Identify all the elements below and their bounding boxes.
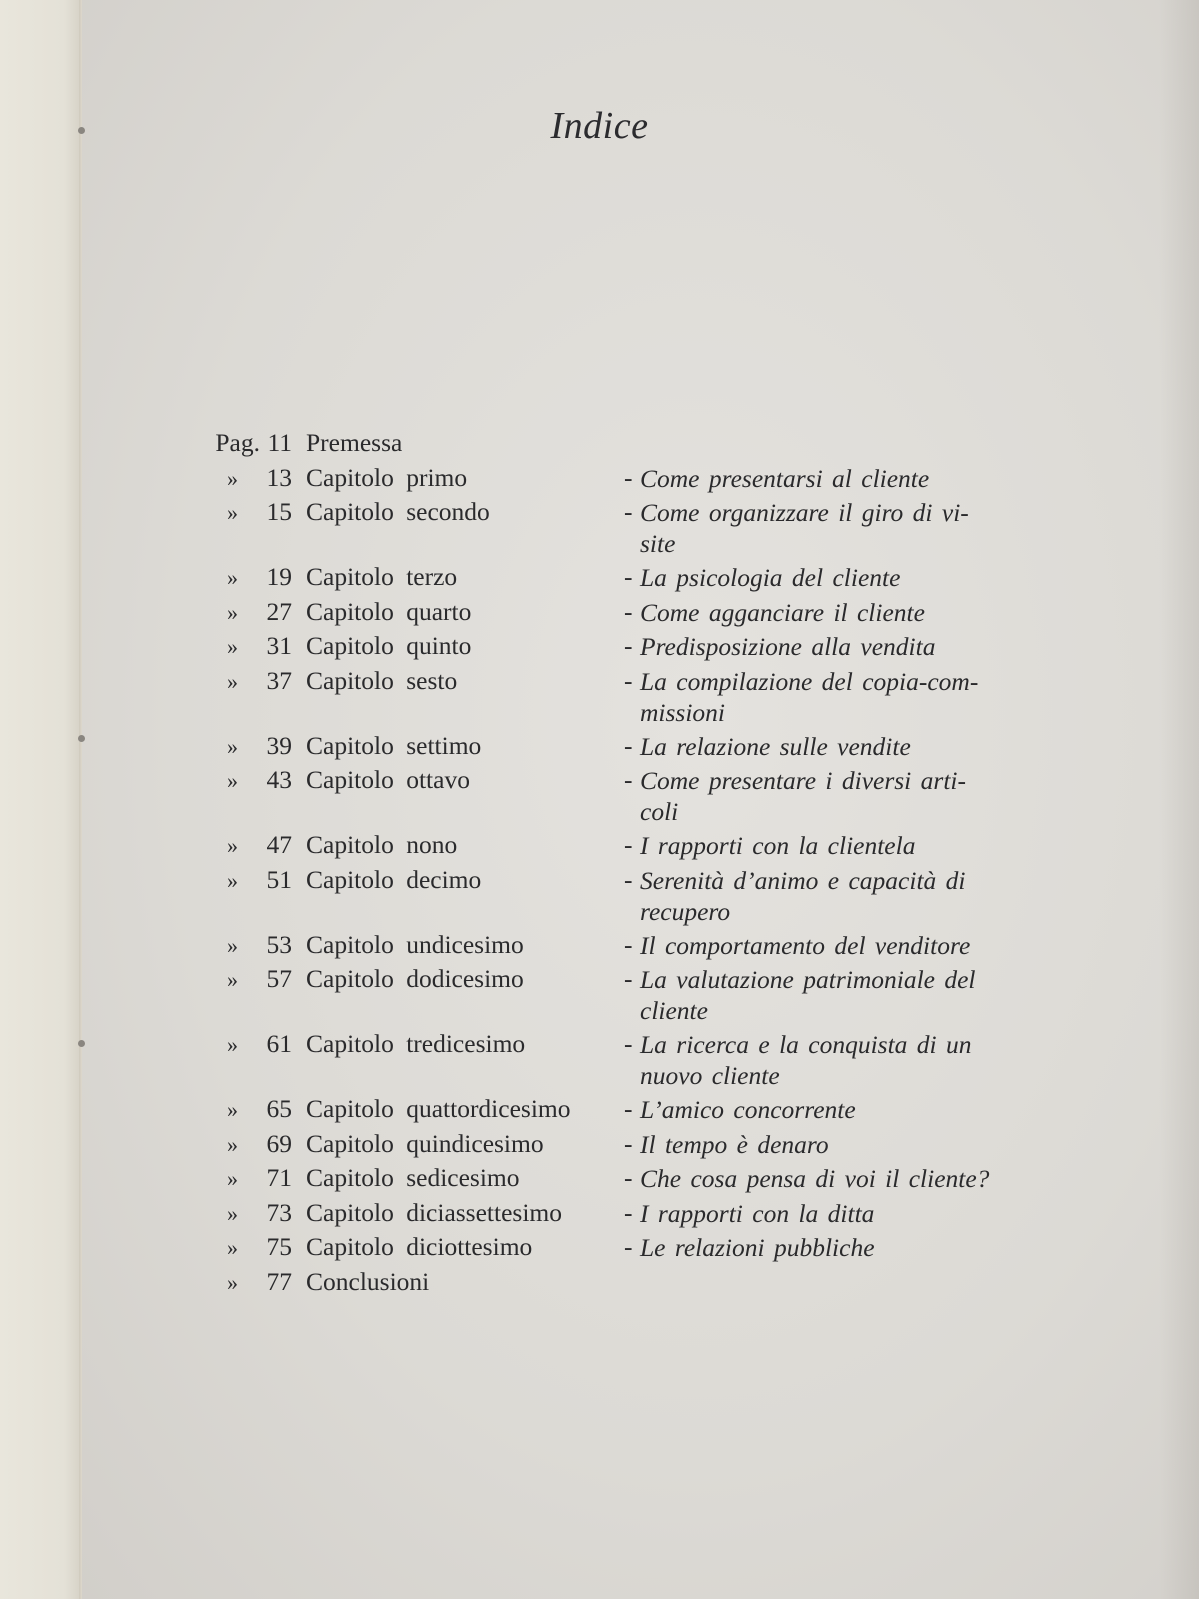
toc-entry [200, 463, 1060, 498]
chapter-label: Capitolo settimo [306, 730, 482, 760]
binding-stitch [78, 1040, 85, 1047]
separator-dash: - [624, 1094, 633, 1123]
chapter-subtitle: Il tempo è denaro [640, 1129, 829, 1159]
chapter-label: Capitolo diciassettesimo [306, 1197, 563, 1227]
chapter-subtitle: La compilazione del copia-com- missioni [640, 666, 979, 727]
page-number: 77 [266, 1266, 292, 1296]
toc-entry [200, 1094, 1060, 1129]
chapter-subtitle: Come presentare i diversi arti- coli [640, 766, 966, 826]
ditto-mark: » [227, 634, 238, 659]
page-number: 13 [266, 462, 292, 492]
ditto-mark: » [227, 1131, 238, 1157]
separator-dash: - [624, 1029, 633, 1058]
page-title: Indice [550, 105, 649, 147]
chapter-subtitle: Serenità d’animo e capacità di recupero [640, 865, 966, 926]
chapter-subtitle: Come presentarsi al cliente [640, 463, 930, 493]
page-prefix: Pag. [215, 428, 260, 457]
page-number: 11 [267, 428, 292, 457]
ditto-mark: » [227, 733, 238, 759]
separator-dash: - [624, 631, 633, 660]
separator-dash: - [624, 864, 633, 894]
page-number: 47 [266, 830, 292, 859]
page-number: 53 [266, 929, 292, 959]
toc-entry [200, 1129, 1060, 1164]
ditto-mark: » [227, 465, 238, 491]
page-number: 71 [266, 1163, 292, 1192]
ditto-mark: » [227, 500, 238, 525]
chapter-label: Capitolo ottavo [306, 765, 470, 794]
chapter-label: Capitolo undicesimo [306, 929, 524, 959]
separator-dash: - [624, 497, 633, 526]
chapter-label: Capitolo primo [306, 462, 468, 492]
toc-entry [200, 1163, 1060, 1198]
page-number: 51 [266, 864, 292, 894]
separator-dash: - [624, 665, 633, 695]
page-number: 75 [266, 1232, 292, 1261]
toc-entry [200, 731, 1060, 766]
chapter-label: Capitolo nono [306, 830, 458, 859]
page-number: 15 [266, 497, 292, 526]
toc-entry [200, 1029, 1060, 1094]
chapter-subtitle: I rapporti con la clientela [640, 831, 916, 860]
chapter-label: Capitolo quattordicesimo [306, 1094, 571, 1123]
ditto-mark: » [227, 867, 238, 893]
chapter-subtitle: Predisposizione alla vendita [640, 632, 936, 661]
chapter-label: Capitolo sesto [306, 665, 458, 695]
toc-entry [200, 428, 1060, 463]
toc-entry [200, 597, 1060, 632]
chapter-label: Premessa [306, 428, 403, 457]
toc-entry [200, 1198, 1060, 1233]
page-number: 73 [266, 1197, 292, 1227]
separator-dash: - [624, 1163, 633, 1192]
toc-entry [200, 765, 1060, 830]
chapter-label: Conclusioni [306, 1266, 430, 1296]
chapter-label: Capitolo quindicesimo [306, 1128, 544, 1158]
chapter-subtitle: Come agganciare il cliente [640, 597, 925, 627]
page-number: 37 [266, 665, 292, 695]
separator-dash: - [624, 730, 633, 760]
chapter-subtitle: I rapporti con la ditta [640, 1198, 875, 1228]
toc-entry [200, 666, 1060, 731]
separator-dash: - [624, 1128, 633, 1158]
chapter-label: Capitolo sedicesimo [306, 1163, 520, 1192]
separator-dash: - [624, 1197, 633, 1227]
ditto-mark: » [227, 768, 238, 793]
toc-entry [200, 562, 1060, 597]
chapter-label: Capitolo decimo [306, 864, 482, 894]
chapter-subtitle: La psicologia del cliente [640, 563, 901, 592]
ditto-mark: » [227, 967, 238, 992]
toc-entry [200, 865, 1060, 930]
binding-strip [0, 0, 80, 1599]
page-number: 57 [266, 964, 292, 993]
page-number: 43 [266, 765, 292, 794]
chapter-label: Capitolo tredicesimo [306, 1029, 526, 1058]
ditto-mark: » [227, 565, 238, 590]
chapter-subtitle: La ricerca e la conquista di un nuovo cliente [640, 1030, 972, 1090]
page-number: 31 [266, 631, 292, 660]
ditto-mark: » [227, 1097, 238, 1122]
chapter-label: Capitolo dodicesimo [306, 964, 524, 993]
chapter-subtitle: Il comportamento del venditore [640, 930, 971, 960]
toc-entry [200, 830, 1060, 865]
chapter-subtitle: Come organizzare il giro di vi- site [640, 498, 969, 558]
table-of-contents [200, 428, 1060, 1301]
ditto-mark: » [227, 1269, 238, 1295]
separator-dash: - [624, 765, 633, 794]
separator-dash: - [624, 929, 633, 959]
ditto-mark: » [227, 1200, 238, 1226]
toc-entry [200, 631, 1060, 666]
separator-dash: - [624, 462, 633, 492]
separator-dash: - [624, 830, 633, 859]
toc-entry [200, 930, 1060, 965]
page-number: 65 [266, 1094, 292, 1123]
toc-entry [200, 1267, 1060, 1302]
page-edge-shadow [1159, 0, 1199, 1599]
toc-entry [200, 964, 1060, 1029]
chapter-label: Capitolo secondo [306, 497, 490, 526]
chapter-subtitle: La relazione sulle vendite [640, 731, 911, 761]
chapter-label: Capitolo quinto [306, 631, 472, 660]
ditto-mark: » [227, 1032, 238, 1057]
separator-dash: - [624, 1232, 633, 1261]
page-number: 27 [266, 596, 292, 626]
ditto-mark: » [227, 833, 238, 858]
chapter-label: Capitolo diciottesimo [306, 1232, 533, 1261]
chapter-label: Capitolo quarto [306, 596, 472, 626]
ditto-mark: » [227, 932, 238, 958]
ditto-mark: » [227, 668, 238, 694]
chapter-subtitle: La valutazione patrimoniale del cliente [640, 965, 976, 1025]
page-number: 19 [266, 562, 292, 591]
chapter-label: Capitolo terzo [306, 562, 458, 591]
chapter-subtitle: Che cosa pensa di voi il cliente? [640, 1164, 990, 1193]
chapter-subtitle: Le relazioni pubbliche [640, 1233, 875, 1262]
binding-stitch [78, 735, 85, 742]
toc-entry [200, 497, 1060, 562]
ditto-mark: » [227, 1235, 238, 1260]
ditto-mark: » [227, 599, 238, 625]
page-number: 69 [266, 1128, 292, 1158]
page-number: 61 [266, 1029, 292, 1058]
ditto-mark: » [227, 1166, 238, 1191]
separator-dash: - [624, 562, 633, 591]
toc-entry [200, 1232, 1060, 1267]
separator-dash: - [624, 596, 633, 626]
separator-dash: - [624, 964, 633, 993]
page-number: 39 [266, 730, 292, 760]
chapter-subtitle: L’amico concorrente [640, 1095, 856, 1124]
